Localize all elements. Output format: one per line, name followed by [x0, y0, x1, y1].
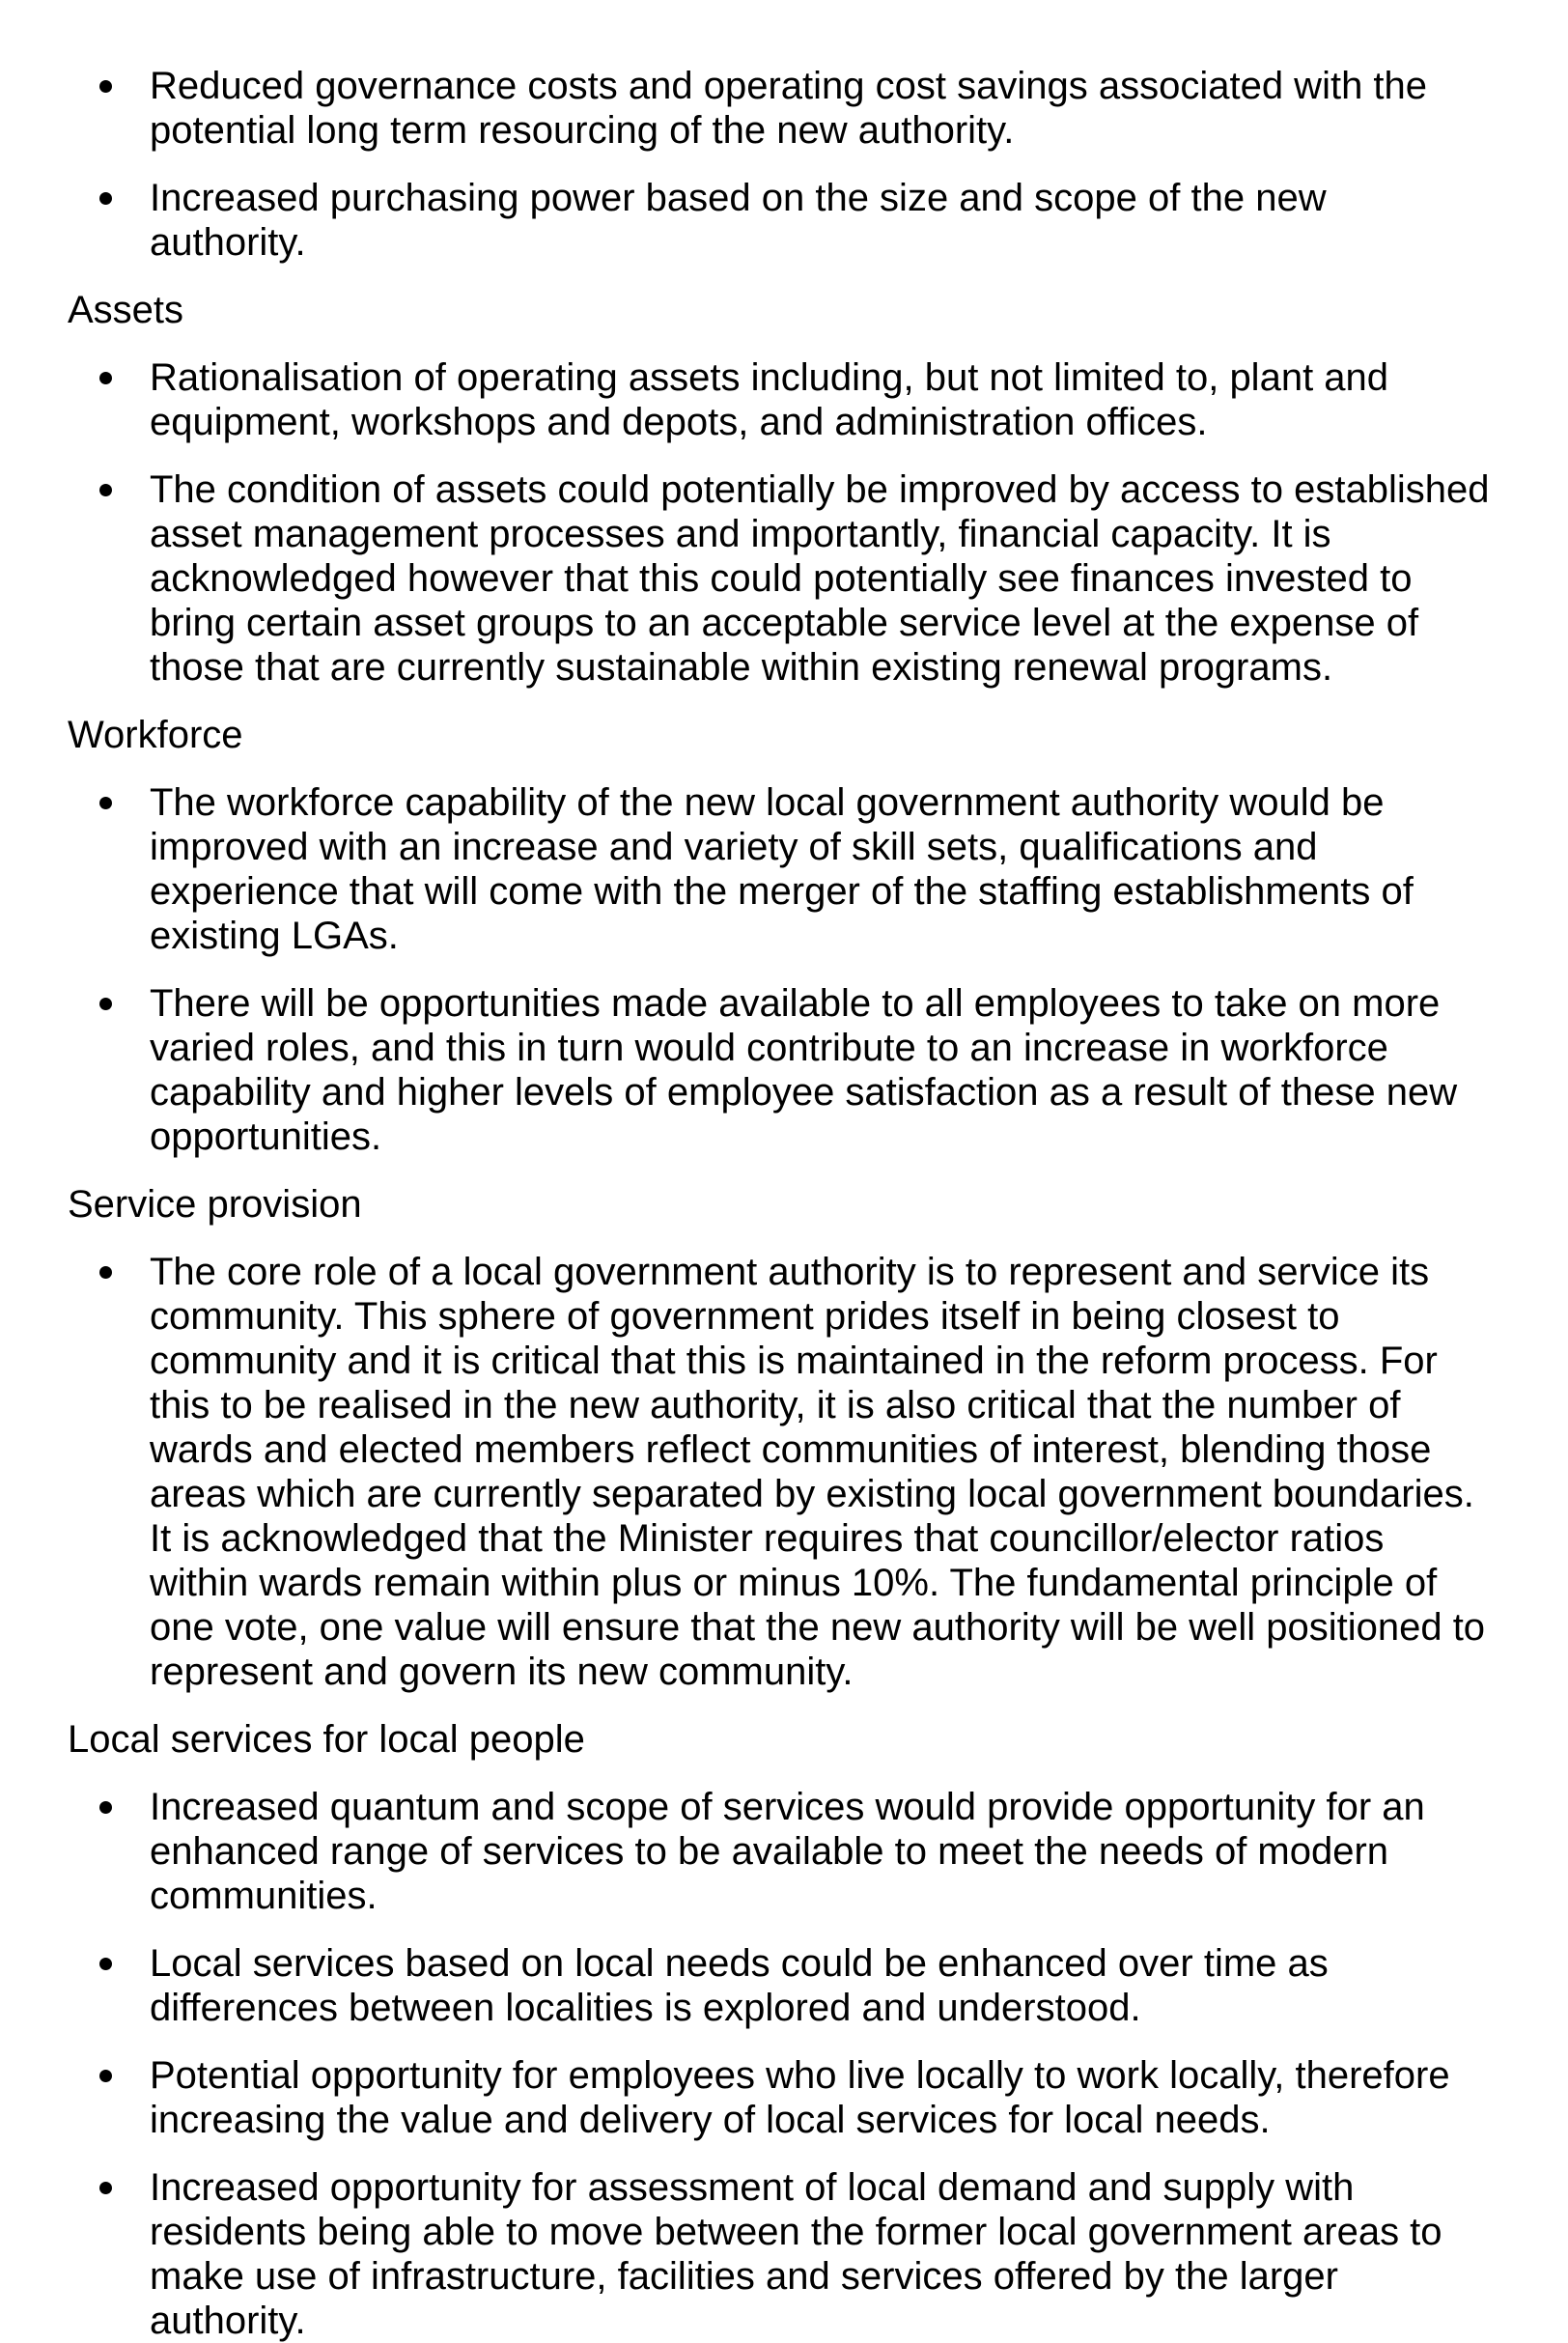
bullet-marker-icon — [99, 1266, 112, 1279]
bullet-text: The condition of assets could potentially be improved by access to established asset management processes and importantly, financial capacity. It is acknowledged however that this could potentially see finances invested to bring certain asset groups to an acceptable service level at the expense of those that are currently sustainable within existing renewal programs. — [150, 468, 1490, 689]
bullet-text: The core role of a local government authority is to represent and service its community. This sphere of government prides itself in being closest to community and it is critical that this is maintained in the reform process. For this to be realised in the new authority, it is also critical that the number of wards and elected members reflect communities of interest, blending those areas which are currently separated by existing local government boundaries. It is acknowledged that the Minister requires that councillor/elector ratios within wards remain within plus or minus 10%. The fundamental principle of one vote, one value will ensure that the new authority will be well positioned to represent and govern its new community. — [150, 1251, 1486, 1693]
bullet-item — [68, 1785, 1492, 1918]
bullet-text: Increased quantum and scope of services would provide opportunity for an enhanced range of services to be available to meet the needs of modern communities. — [150, 1786, 1425, 1917]
section-heading-assets: Assets — [68, 289, 184, 331]
bullet-item — [68, 176, 1492, 265]
section-heading-local-services: Local services for local people — [68, 1718, 585, 1761]
bullet-item — [68, 780, 1492, 958]
bullet-item — [68, 467, 1492, 690]
bullet-marker-icon — [99, 1801, 112, 1814]
bullet-marker-icon — [99, 372, 112, 384]
bullet-marker-icon — [99, 1958, 112, 1970]
bullet-item — [68, 981, 1492, 1159]
bullet-marker-icon — [99, 2070, 112, 2082]
bullet-text: Increased purchasing power based on the size and scope of the new authority. — [150, 177, 1327, 264]
bullet-item — [68, 1250, 1492, 1694]
bullet-item — [68, 1941, 1492, 2030]
bullet-text: There will be opportunities made available to all employees to take on more varied roles, and this in turn would contribute to an increase in workforce capability and higher levels of employee satisfaction as a result of these new opportunities. — [150, 982, 1458, 1158]
bullet-marker-icon — [99, 80, 112, 93]
bullet-marker-icon — [99, 484, 112, 496]
bullet-text: Rationalisation of operating assets including, but not limited to, plant and equipment, workshops and depots, and administration offices. — [150, 356, 1389, 443]
bullet-text: Increased opportunity for assessment of local demand and supply with residents being able to move between the former local government areas to make use of infrastructure, facilities and services offered by the larger authority. — [150, 2166, 1442, 2342]
bullet-item — [68, 2165, 1492, 2343]
bullet-marker-icon — [99, 998, 112, 1010]
bullet-text: The workforce capability of the new local government authority would be improved with an increase and variety of skill sets, qualifications and experience that will come with the merger of the staffing establishments of existing LGAs. — [150, 781, 1414, 957]
bullet-marker-icon — [99, 797, 112, 809]
bullet-item — [68, 64, 1492, 153]
bullet-text: Reduced governance costs and operating cost savings associated with the potential long term resourcing of the new authority. — [150, 65, 1428, 152]
bullet-marker-icon — [99, 192, 112, 205]
section-heading-service-provision: Service provision — [68, 1183, 362, 1226]
bullet-marker-icon — [99, 2182, 112, 2194]
bullet-item — [68, 355, 1492, 444]
bullet-text: Local services based on local needs could be enhanced over time as differences between localities is explored and understood. — [150, 1942, 1329, 2029]
bullet-item — [68, 2053, 1492, 2142]
section-heading-workforce: Workforce — [68, 714, 243, 756]
bullet-text: Potential opportunity for employees who live locally to work locally, therefore increasing the value and delivery of local services for local needs. — [150, 2054, 1450, 2141]
